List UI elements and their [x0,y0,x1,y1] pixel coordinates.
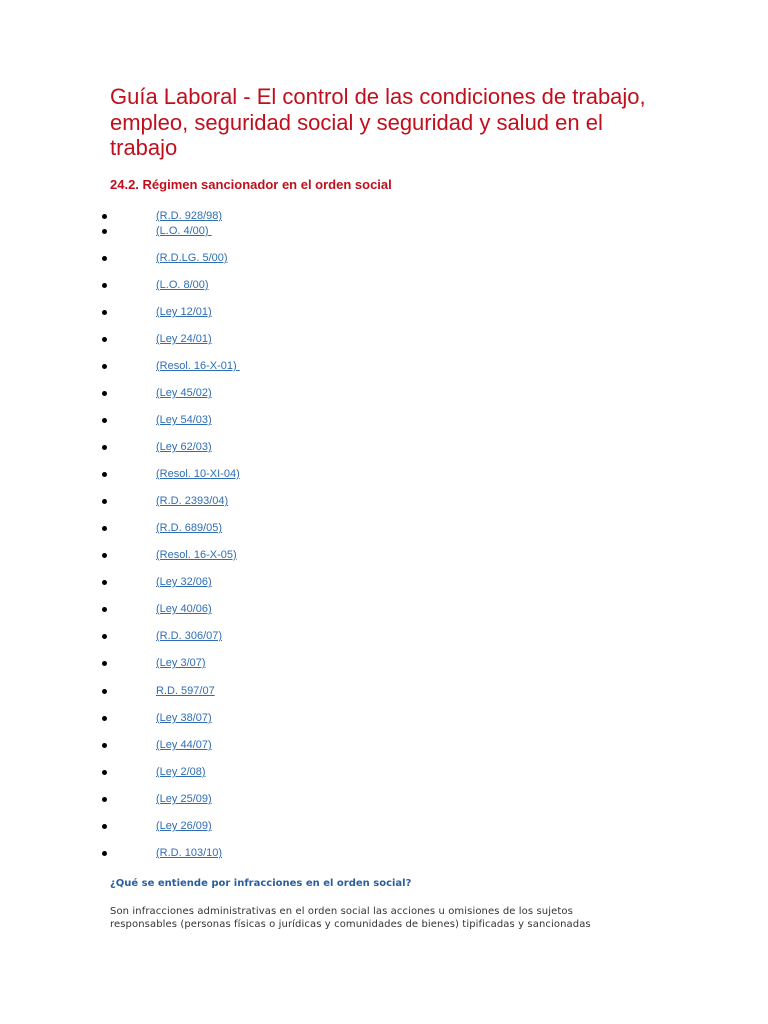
reference-link[interactable]: (L.O. 8/00) [156,279,209,291]
list-item [0,791,400,807]
section-question-heading: ¿Qué se entiende por infracciones en el orden social? [110,878,412,889]
list-item [0,358,400,374]
bullet-icon [102,499,107,504]
reference-link[interactable]: (Ley 24/01) [156,333,212,345]
bullet-icon [102,337,107,342]
reference-link[interactable]: (Resol. 16-X-01) [156,360,240,372]
list-item [0,845,400,861]
bullet-icon [102,472,107,477]
reference-link[interactable]: (Ley 54/03) [156,414,212,426]
bullet-icon [102,553,107,558]
bullet-icon [102,824,107,829]
list-item [0,331,400,347]
reference-link[interactable]: (R.D. 306/07) [156,630,223,642]
reference-link[interactable]: (R.D. 928/98) [156,210,223,222]
bullet-icon [102,214,107,219]
reference-link[interactable]: (Ley 40/06) [156,603,212,615]
list-item [0,466,400,482]
list-item [0,683,400,699]
reference-link[interactable]: R.D. 597/07 [156,685,215,697]
bullet-icon [102,229,107,234]
reference-link[interactable]: (R.D. 103/10) [156,847,223,859]
bullet-icon [102,797,107,802]
bullet-icon [102,661,107,666]
bullet-icon [102,580,107,585]
page-title: Guía Laboral - El control de las condiciones de trabajo, empleo, seguridad social y seguridad y salud en el trabajo [110,84,646,160]
bullet-icon [102,445,107,450]
section-subtitle: 24.2. Régimen sancionador en el orden social [110,177,392,192]
list-item [0,737,400,753]
reference-link[interactable]: (R.D.LG. 5/00) [156,252,228,264]
reference-link[interactable]: (Ley 45/02) [156,387,212,399]
list-item [0,764,400,780]
bullet-icon [102,851,107,856]
reference-link[interactable]: (R.D. 2393/04) [156,495,229,507]
list-item [0,628,400,644]
list-item [0,547,400,563]
body-paragraph: Son infracciones administrativas en el orden social las acciones u omisiones de los sujetos responsables (personas físicas o jurídicas y comunidades de bienes) tipificadas y sancionadas [110,906,591,930]
reference-link[interactable]: (Resol. 16-X-05) [156,549,237,561]
bullet-icon [102,716,107,721]
list-item [0,412,400,428]
list-item [0,385,400,401]
list-item [0,223,400,239]
bullet-icon [102,607,107,612]
list-item [0,818,400,834]
reference-link[interactable]: (Resol. 10-XI-04) [156,468,240,480]
bullet-icon [102,364,107,369]
list-item [0,601,400,617]
bullet-icon [102,770,107,775]
reference-link[interactable]: (Ley 26/09) [156,820,212,832]
list-item [0,520,400,536]
reference-link[interactable]: (Ley 44/07) [156,739,212,751]
bullet-icon [102,689,107,694]
reference-link[interactable]: (L.O. 4/00) [156,225,212,237]
reference-link[interactable]: (Ley 3/07) [156,657,206,669]
list-item [0,277,400,293]
list-item [0,439,400,455]
bullet-icon [102,743,107,748]
bullet-icon [102,256,107,261]
list-item [0,655,400,671]
list-item [0,574,400,590]
reference-link[interactable]: (Ley 25/09) [156,793,212,805]
list-item [0,710,400,726]
reference-link[interactable]: (Ley 38/07) [156,712,212,724]
bullet-icon [102,418,107,423]
list-item [0,493,400,509]
reference-link[interactable]: (Ley 32/06) [156,576,212,588]
bullet-icon [102,283,107,288]
reference-link[interactable]: (Ley 2/08) [156,766,206,778]
bullet-icon [102,391,107,396]
bullet-icon [102,526,107,531]
list-item [0,250,400,266]
reference-link[interactable]: (R.D. 689/05) [156,522,223,534]
bullet-icon [102,634,107,639]
list-item [0,304,400,320]
reference-link[interactable]: (Ley 62/03) [156,441,212,453]
list-item [0,208,400,224]
reference-link[interactable]: (Ley 12/01) [156,306,212,318]
bullet-icon [102,310,107,315]
